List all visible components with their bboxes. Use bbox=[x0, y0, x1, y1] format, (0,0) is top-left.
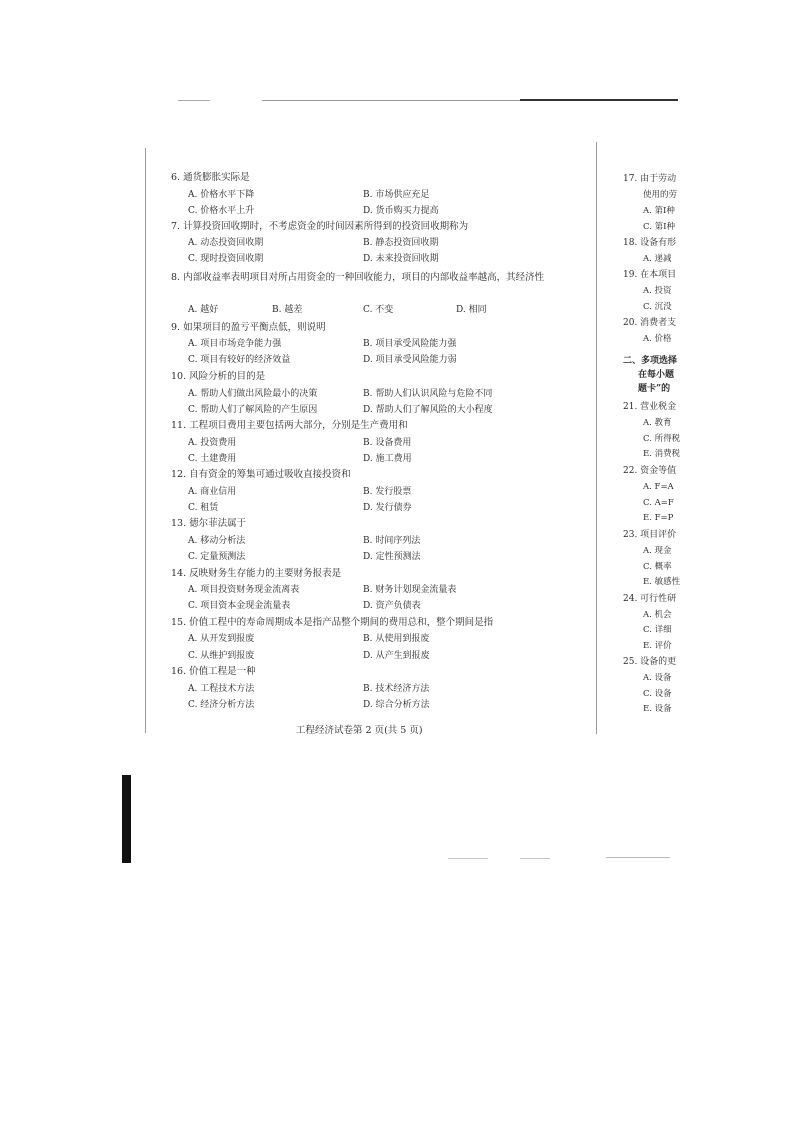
question-stem: 14. 反映财务生存能力的主要财务报表是 bbox=[171, 568, 342, 579]
option-a: A. 价格水平下降 bbox=[188, 190, 255, 200]
option-c: C. 从维护到报废 bbox=[188, 651, 255, 661]
question-stem: 21. 营业税金 bbox=[623, 402, 677, 412]
option-line: 使用的劳 bbox=[643, 190, 678, 200]
option-a: A. 帮助人们做出风险最小的决策 bbox=[188, 389, 318, 399]
option-b: B. 发行股票 bbox=[363, 487, 412, 497]
option-d: D. 发行债券 bbox=[363, 503, 412, 513]
question-stem: 17. 由于劳动 bbox=[623, 174, 677, 184]
option-line: E. 消费税 bbox=[643, 449, 680, 459]
scan-noise bbox=[606, 857, 670, 858]
option-c: C. 定量预测法 bbox=[188, 552, 246, 562]
option-line: A. 价格 bbox=[643, 334, 672, 344]
option-b: B. 设备费用 bbox=[363, 438, 412, 448]
option-line: A. F=A bbox=[643, 482, 674, 492]
section-heading: 题卡”的 bbox=[638, 384, 671, 394]
top-edge-line bbox=[520, 99, 678, 101]
option-line: C. 第Ⅰ种 bbox=[643, 222, 675, 232]
option-a: A. 移动分析法 bbox=[188, 536, 246, 546]
question-stem: 9. 如果项目的盈亏平衡点低，则说明 bbox=[171, 322, 326, 333]
option-a: A. 项目投资财务现金流离表 bbox=[188, 585, 300, 595]
option-d: D. 帮助人们了解风险的大小程度 bbox=[363, 405, 493, 415]
option-c: C. 经济分析方法 bbox=[188, 700, 255, 710]
option-line: C. 概率 bbox=[643, 562, 672, 572]
question-stem: 12. 自有资金的筹集可通过吸收直接投资和 bbox=[171, 469, 351, 480]
question-stem: 20. 消费者支 bbox=[623, 318, 677, 328]
question-stem: 11. 工程项目费用主要包括两大部分，分别是生产费用和 bbox=[171, 420, 408, 431]
option-c: C. 现时投资回收期 bbox=[188, 254, 264, 264]
question-stem: 8. 内部收益率表明项目对所占用资金的一种回收能力，项目的内部收益率越高，其经济性 bbox=[171, 272, 545, 283]
top-edge-line bbox=[178, 100, 210, 101]
option-d: D. 货币购买力提高 bbox=[363, 206, 439, 216]
option-a: A. 项目市场竞争能力强 bbox=[188, 339, 282, 349]
option-a: A. 工程技术方法 bbox=[188, 684, 255, 694]
option-a: A. 商业信用 bbox=[188, 487, 237, 497]
option-a: A. 动态投资回收期 bbox=[188, 238, 264, 248]
option-a: A. 投资费用 bbox=[188, 438, 237, 448]
option-d: D. 施工费用 bbox=[363, 454, 412, 464]
option-b: B. 市场供应充足 bbox=[363, 190, 430, 200]
page-footer: 工程经济试卷第 2 页(共 5 页) bbox=[296, 725, 423, 736]
option-b: B. 财务计划现金流量表 bbox=[363, 585, 457, 595]
option-c: C. 不变 bbox=[363, 305, 394, 315]
option-line: E. 评价 bbox=[643, 641, 672, 651]
option-c: C. 项目有较好的经济效益 bbox=[188, 355, 291, 365]
option-c: C. 项目资本金现金流量表 bbox=[188, 601, 291, 611]
question-stem: 7. 计算投资回收期时，不考虑资金的时间因素所得到的投资回收期称为 bbox=[171, 221, 469, 232]
question-stem: 6. 通货膨胀实际是 bbox=[171, 172, 250, 183]
option-d: D. 资产负债表 bbox=[363, 601, 421, 611]
column-divider bbox=[596, 142, 597, 734]
option-c: C. 价格水平上升 bbox=[188, 206, 255, 216]
option-b: B. 项目承受风险能力强 bbox=[363, 339, 457, 349]
option-line: C. A=F bbox=[643, 498, 674, 508]
option-line: E. 设备 bbox=[643, 704, 672, 714]
question-stem: 13. 德尔菲法属于 bbox=[171, 518, 247, 529]
option-c: C. 帮助人们了解风险的产生原因 bbox=[188, 405, 318, 415]
option-a: A. 越好 bbox=[188, 305, 219, 315]
option-d: D. 从产生到报废 bbox=[363, 651, 430, 661]
scan-noise bbox=[520, 858, 550, 859]
question-stem: 19. 在本项目 bbox=[623, 270, 677, 280]
option-line: E. 敏感性 bbox=[643, 577, 680, 587]
section-heading: 在每小题 bbox=[638, 370, 675, 380]
option-b: B. 时间序列法 bbox=[363, 536, 421, 546]
option-line: A. 教育 bbox=[643, 418, 672, 428]
option-d: D. 项目承受风险能力弱 bbox=[363, 355, 457, 365]
option-b: B. 帮助人们认识风险与危险不同 bbox=[363, 389, 493, 399]
question-stem: 25. 设备的更 bbox=[623, 657, 677, 667]
option-line: C. 设备 bbox=[643, 689, 672, 699]
option-line: A. 第Ⅰ种 bbox=[643, 206, 675, 216]
option-d: D. 未来投资回收期 bbox=[363, 254, 439, 264]
question-stem: 18. 设备有形 bbox=[623, 238, 677, 248]
option-c: C. 租赁 bbox=[188, 503, 219, 513]
option-line: A. 递减 bbox=[643, 254, 672, 264]
option-line: C. 所得税 bbox=[643, 434, 680, 444]
option-b: B. 技术经济方法 bbox=[363, 684, 430, 694]
option-line: A. 投资 bbox=[643, 286, 672, 296]
option-b: B. 静态投资回收期 bbox=[363, 238, 439, 248]
question-stem: 10. 风险分析的目的是 bbox=[171, 371, 266, 382]
question-stem: 23. 项目评价 bbox=[623, 530, 677, 540]
option-d: D. 相同 bbox=[456, 305, 487, 315]
option-b: B. 从使用到报废 bbox=[363, 634, 430, 644]
option-a: A. 从开发到报废 bbox=[188, 634, 255, 644]
option-line: A. 设备 bbox=[643, 673, 672, 683]
question-stem: 16. 价值工程是一种 bbox=[171, 666, 256, 677]
option-c: C. 土建费用 bbox=[188, 454, 237, 464]
option-line: C. 详细 bbox=[643, 625, 672, 635]
option-d: D. 综合分析方法 bbox=[363, 700, 430, 710]
option-line: A. 机会 bbox=[643, 610, 672, 620]
option-d: D. 定性预测法 bbox=[363, 552, 421, 562]
option-b: B. 越差 bbox=[272, 305, 303, 315]
option-line: A. 现金 bbox=[643, 546, 672, 556]
question-stem: 24. 可行性研 bbox=[623, 594, 677, 604]
scan-noise bbox=[448, 858, 488, 859]
section-heading: 二、多项选择 bbox=[623, 356, 678, 366]
question-stem: 15. 价值工程中的寿命周期成本是指产品整个期间的费用总和，整个期间是指 bbox=[171, 617, 494, 628]
page-left-border bbox=[145, 148, 146, 733]
option-line: E. F=P bbox=[643, 513, 674, 523]
scan-edge-bar bbox=[122, 775, 131, 863]
question-stem: 22. 资金等值 bbox=[623, 466, 677, 476]
option-line: C. 沉没 bbox=[643, 302, 672, 312]
